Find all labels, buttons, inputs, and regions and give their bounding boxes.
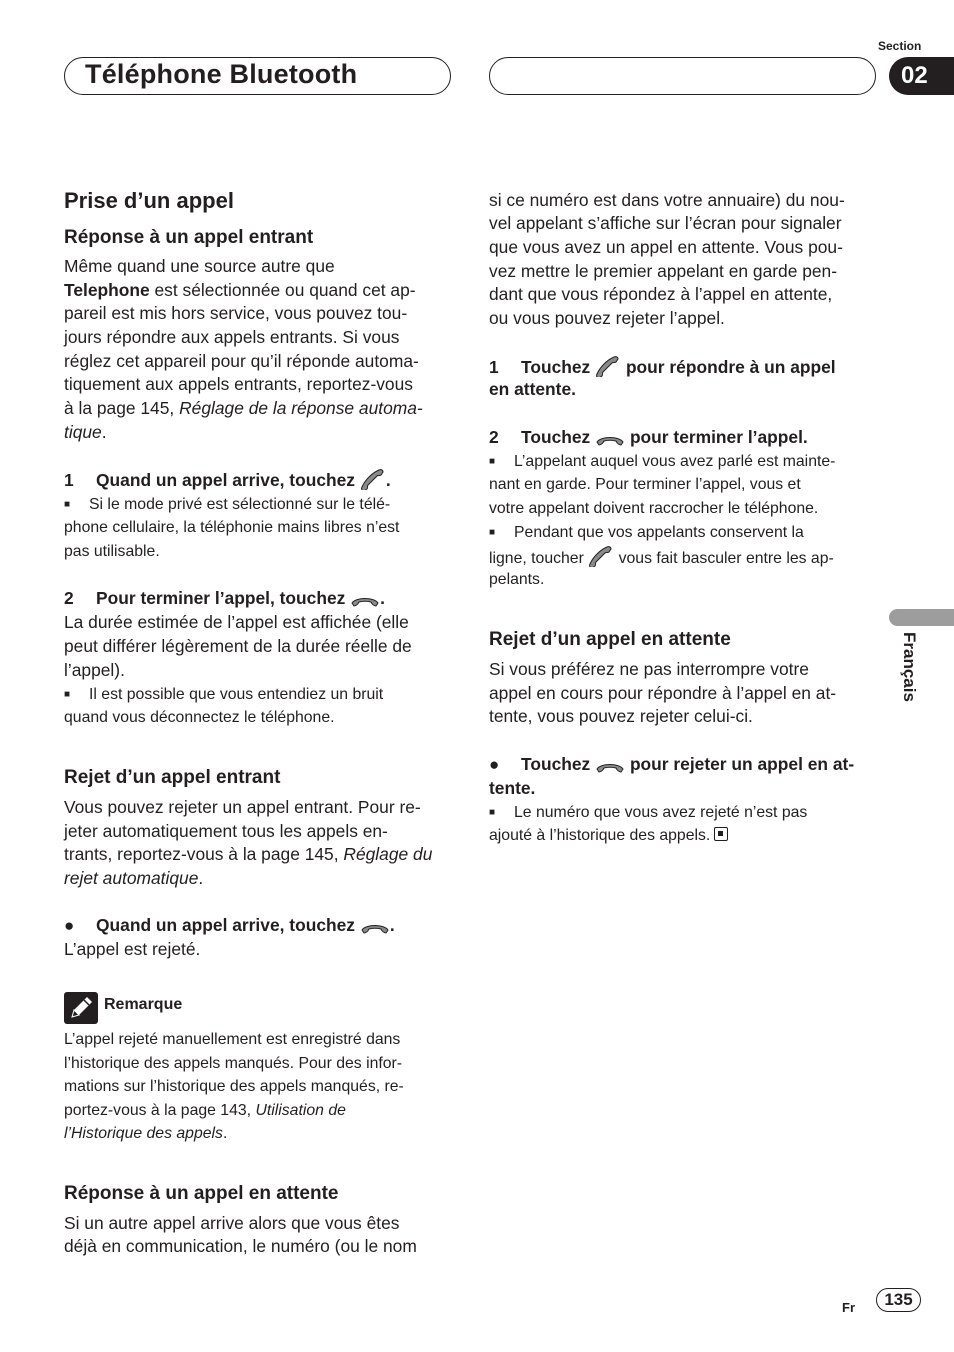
heading-incoming-call: Réponse à un appel entrant [64, 227, 314, 248]
hangup-phone-icon [350, 594, 380, 608]
round-bullet-icon: ● [489, 755, 500, 774]
cross-reference: Utilisation de [255, 1102, 346, 1119]
section-title: Prise d’un appel [64, 188, 234, 213]
page-title: Téléphone Bluetooth [85, 59, 358, 89]
body-line: Vous pouvez rejeter un appel entrant. Pour re- [64, 797, 421, 817]
body-line: ou vous pouvez rejeter l’appel. [489, 308, 725, 328]
square-bullet-icon: ■ [489, 807, 496, 818]
note-line: ■ Il est possible que vous entendiez un bruit [64, 683, 383, 707]
step-reject-waiting: ● Touchez pour rejeter un appel en at- [489, 753, 854, 777]
header-title-frame [64, 57, 451, 95]
body-line: Si vous préférez ne pas interrompre votre [489, 659, 809, 679]
heading-reject-waiting: Rejet d’un appel en attente [489, 629, 731, 650]
note-line: ■ L’appelant auquel vous avez parlé est mainte- [489, 450, 835, 474]
remark-pencil-icon [64, 992, 98, 1024]
square-bullet-icon: ■ [64, 499, 71, 510]
body-line: si ce numéro est dans votre annuaire) du nou- [489, 190, 845, 210]
body-line: tiquement aux appels entrants, reportez-vous [64, 374, 413, 394]
remark-line: l’historique des appels manqués. Pour des infor- [64, 1055, 403, 1072]
section-label: Section [878, 39, 922, 53]
hangup-phone-icon [595, 433, 625, 447]
side-language-tab [889, 609, 954, 626]
step-2-hangup: 2 Pour terminer l’appel, touchez . [64, 588, 385, 608]
body-line: pareil est mis hors service, vous pouvez tou- [64, 303, 408, 323]
body-line: Même quand une source autre que [64, 256, 335, 276]
body-line: appel en cours pour répondre à l’appel en at- [489, 683, 837, 703]
body-line: Telephone est sélectionnée ou quand cet ap- [64, 280, 416, 300]
body-line: déjà en communication, le numéro (ou le nom [64, 1236, 417, 1256]
step-2-end-call: 2 Touchez pour terminer l’appel. [489, 427, 808, 447]
step-1-answer: 1 Quand un appel arrive, touchez . [64, 470, 391, 490]
note-line: ajouté à l’historique des appels. [489, 824, 728, 848]
page-number: 135 [876, 1288, 921, 1312]
body-line: jours répondre aux appels entrants. Si vous [64, 327, 400, 347]
end-of-section-icon [714, 827, 728, 841]
remark-label: Remarque [104, 996, 183, 1013]
body-line: La durée estimée de l’appel est affichée (elle [64, 612, 409, 632]
note-line: ■ Le numéro que vous avez rejeté n’est pas [489, 801, 807, 825]
body-line: dant que vous répondez à l’appel en attente, [489, 284, 833, 304]
heading-reject-call: Rejet d’un appel entrant [64, 767, 281, 788]
body-line: tente, vous pouvez rejeter celui-ci. [489, 706, 753, 726]
round-bullet-icon: ● [64, 916, 75, 935]
header-empty-frame [489, 57, 876, 95]
cross-reference: Réglage du [343, 844, 433, 864]
heading-waiting-call: Réponse à un appel en attente [64, 1183, 339, 1204]
section-number-badge: 02 [889, 57, 954, 95]
body-line: vez mettre le premier appelant en garde pen- [489, 261, 838, 281]
note-line: pelants. [489, 571, 545, 588]
remark-line: L’appel rejeté manuellement est enregistré dans [64, 1031, 401, 1048]
body-line: réglez cet appareil pour qu’il réponde automa- [64, 351, 419, 371]
note-line: ■ Si le mode privé est sélectionné sur le télé- [64, 493, 390, 517]
hangup-phone-icon [360, 921, 390, 935]
note-line: ■ Pendant que vos appelants conservent la [489, 521, 804, 545]
bold-term: Telephone [64, 280, 150, 300]
body-line: peut différer légèrement de la durée réelle de [64, 636, 412, 656]
body-line: vel appelant s’affiche sur l’écran pour signaler [489, 213, 842, 233]
pickup-phone-icon [588, 545, 614, 567]
hangup-phone-icon [595, 760, 625, 774]
note-line: nant en garde. Pour terminer l’appel, vous et [489, 476, 801, 493]
pickup-phone-icon [360, 468, 386, 490]
step-reject: ● Quand un appel arrive, touchez . [64, 914, 395, 938]
body-line: à la page 145, Réglage de la réponse automa- [64, 398, 423, 418]
body-line: rejet automatique. [64, 868, 204, 888]
footer-language: Fr [842, 1300, 855, 1315]
note-line: phone cellulaire, la téléphonie mains libres n’est [64, 519, 400, 536]
note-line: pas utilisable. [64, 543, 160, 560]
body-line: tique. [64, 422, 107, 442]
body-line: que vous avez un appel en attente. Vous pou- [489, 237, 843, 257]
square-bullet-icon: ■ [489, 527, 496, 538]
note-line: quand vous déconnectez le téléphone. [64, 709, 335, 726]
square-bullet-icon: ■ [489, 456, 496, 467]
square-bullet-icon: ■ [64, 689, 71, 700]
body-line: jeter automatiquement tous les appels en- [64, 821, 388, 841]
remark-line: l’Historique des appels. [64, 1125, 228, 1142]
body-line: L’appel est rejeté. [64, 939, 201, 959]
note-line: ligne, toucher vous fait basculer entre les ap- [489, 545, 834, 571]
remark-line: portez-vous à la page 143, Utilisation de [64, 1102, 346, 1119]
side-language-label: Français [900, 632, 919, 702]
cross-reference: Réglage de la réponse automa- [179, 398, 423, 418]
step-1-answer-waiting: 1 Touchez pour répondre à un appel [489, 357, 836, 377]
step-line: en attente. [489, 379, 576, 399]
remark-line: mations sur l’historique des appels manqués, re- [64, 1078, 404, 1095]
body-line: Si un autre appel arrive alors que vous êtes [64, 1213, 400, 1233]
pickup-phone-icon [595, 355, 621, 377]
body-line: trants, reportez-vous à la page 145, Réglage du [64, 844, 433, 864]
body-line: l’appel). [64, 660, 125, 680]
note-line: votre appelant doivent raccrocher le téléphone. [489, 500, 819, 517]
step-line: tente. [489, 778, 536, 798]
